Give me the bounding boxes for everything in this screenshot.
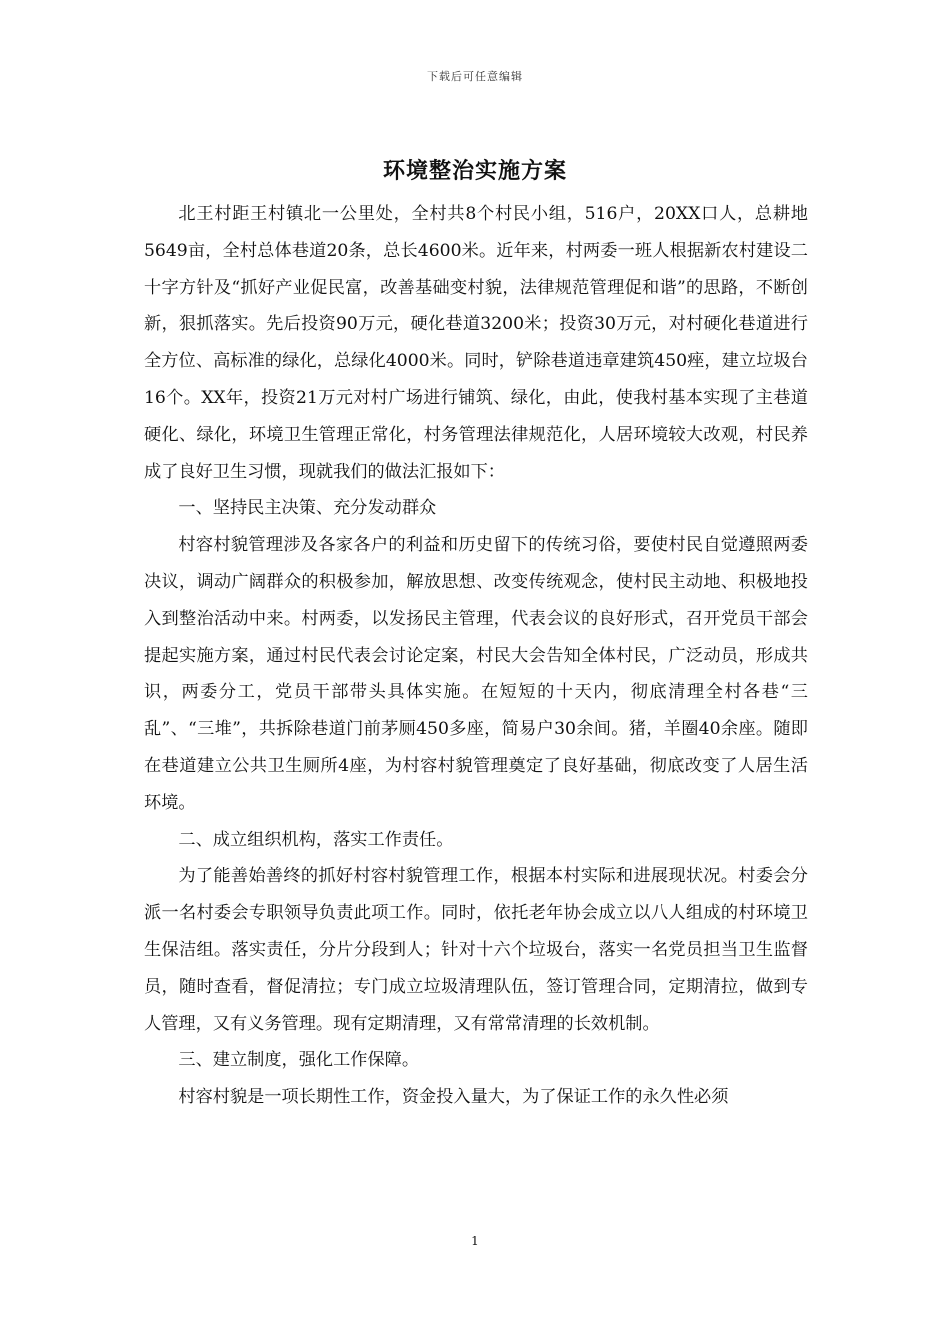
header-note: 下载后可任意编辑 — [427, 70, 523, 83]
section-heading-2: 二、成立组织机构，落实工作责任。 — [178, 829, 454, 850]
section-heading-3: 三、建立制度，强化工作保障。 — [178, 1050, 420, 1071]
paragraph-section-3: 村容村貌是一项长期性工作，资金投入量大，为了保证工作的永久性必须 — [178, 1087, 729, 1108]
paragraph-section-1: 村容村貌管理涉及各家各户的利益和历史留下的传统习俗，要使村民自觉遵照两委决议，调动广阔群众的积极参加，解放思想、改变传统观念，使村民主动地、积极地投入到整治活动中来。村两委，以发扬民主管理，代表会议的良好形式，召开党员干部会提起实施方案，通过村民代表会讨论定案，村民大会告知全体村民，广泛动员，形成共识，两委分工，党员干部带头具体实施。在短短的十天内，彻底清理全村各巷“三乱”、“三堆”，共拆除巷道门前茅厕450多座，简易户30余间。猪，羊圈40余座。随即在巷道建立公共卫生厕所4座，为村容村貌管理奠定了良好基础，彻底改变了人居生活环境。 — [144, 535, 808, 813]
document-body — [144, 196, 808, 1116]
paragraph-section-2: 为了能善始善终的抓好村容村貌管理工作，根据本村实际和进展现状况。村委会分派一名村委会专职领导负责此项工作。同时，依托老年协会成立以八人组成的村环境卫生保洁组。落实责任，分片分段到人；针对十六个垃圾台，落实一名党员担当卫生监督员，随时查看，督促清拉；专门成立垃圾清理队伍，签订管理合同，定期清拉，做到专人管理，又有义务管理。现有定期清理，又有常常清理的长效机制。 — [144, 866, 808, 1034]
paragraph-intro: 北王村距王村镇北一公里处，全村共8个村民小组，516户，20XX口人，总耕地5649亩，全村总体巷道20条，总长4600米。近年来，村两委一班人根据新农村建设二十字方针及“抓好产业促民富，改善基础变村貌，法律规范管理促和谐”的思路，不断创新，狠抓落实。先后投资90万元，硬化巷道3200米；投资30万元，对村硬化巷道进行全方位、高标准的绿化，总绿化4000米。同时，铲除巷道违章建筑450痤，建立垃圾台16个。XX年，投资21万元对村广场进行铺筑、绿化，由此，使我村基本实现了主巷道硬化、绿化，环境卫生管理正常化，村务管理法律规范化，人居环境较大改观，村民养成了良好卫生习惯，现就我们的做法汇报如下： — [144, 204, 808, 482]
document-title: 环境整治实施方案 — [382, 158, 567, 184]
section-heading-1: 一、坚持民主决策、充分发动群众 — [178, 498, 437, 519]
page-number: 1 — [471, 1234, 479, 1248]
